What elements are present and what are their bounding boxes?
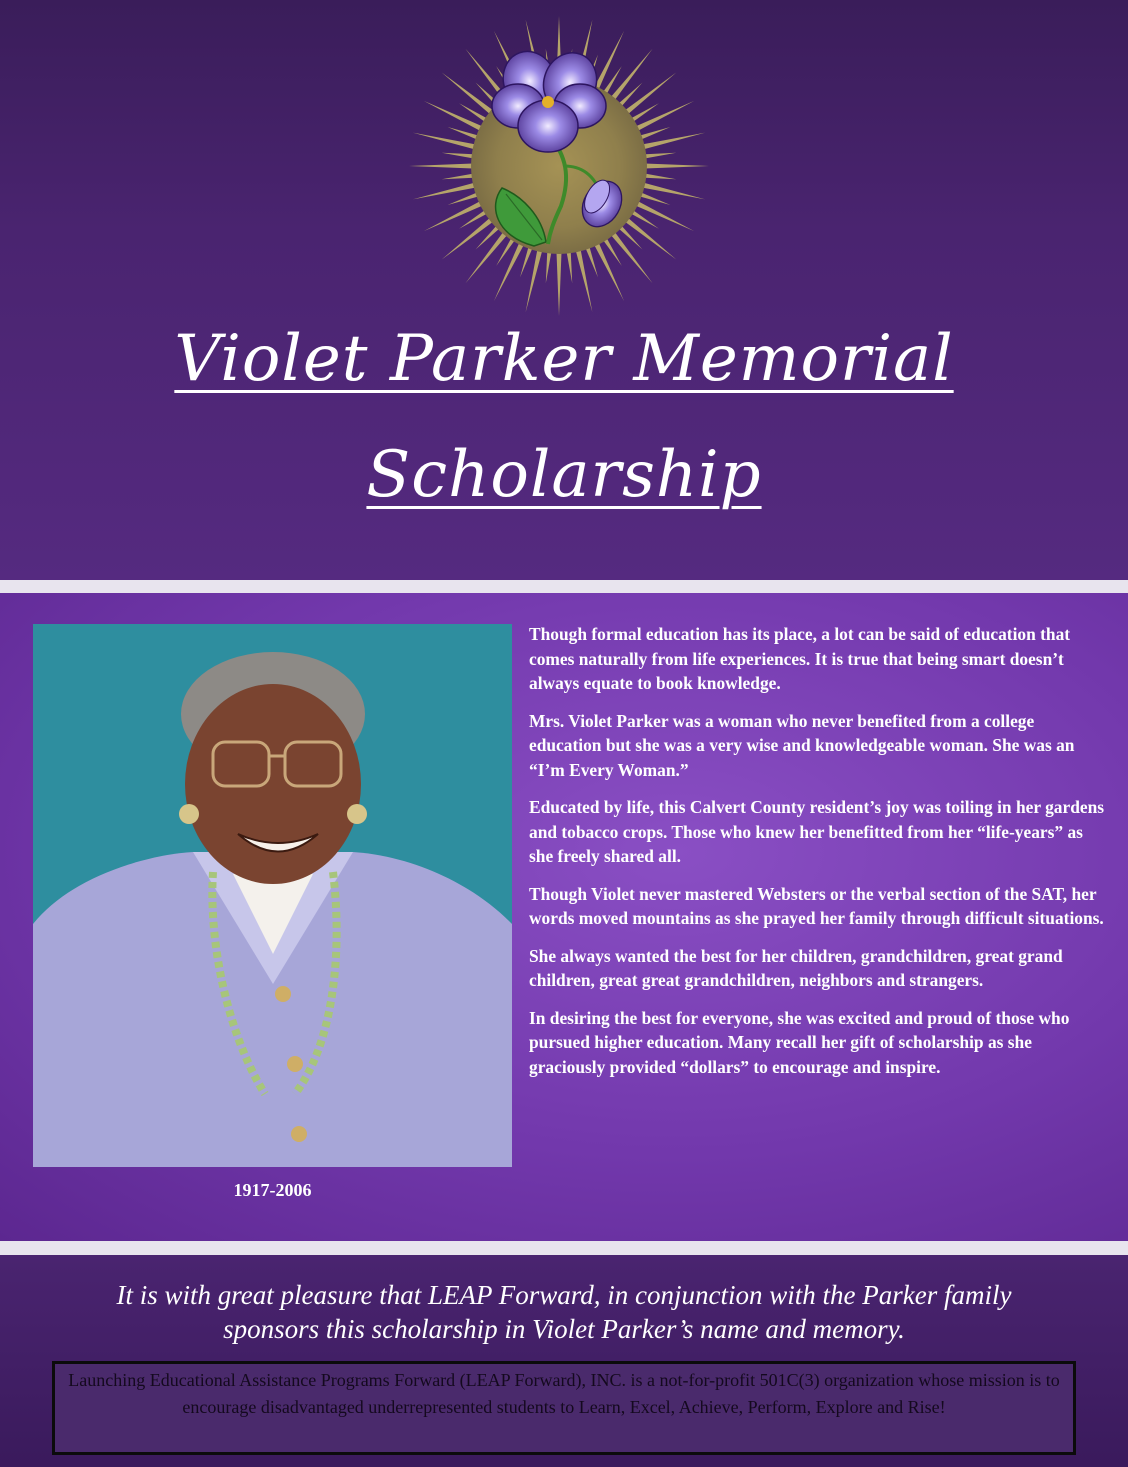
bio-paragraph: She always wanted the best for her children, grandchildren, great grand children, great great grandchildren, neighbors and strangers. [529, 945, 1063, 991]
portrait-caption: 1917-2006 [233, 1180, 312, 1200]
portrait-photo [33, 624, 512, 1167]
header-banner [0, 0, 1128, 580]
bio-paragraph: Educated by life, this Calvert County resident’s joy was toiling in her gardens and tobacco crops. Those who knew her benefitted from her “life-years” as she freely shared all. [529, 797, 1105, 867]
bio-paragraph: Though formal education has its place, a lot can be said of education that comes naturally from life experiences. It is true that being smart doesn’t always equate to book knowledge. [529, 624, 1071, 694]
sponsor-statement [0, 1278, 1128, 1346]
bio-paragraph: Though Violet never mastered Websters or the verbal section of the SAT, her words moved mountains as she prayed her family through difficult situations. [529, 883, 1104, 929]
divider-bottom [0, 1241, 1128, 1255]
mission-statement: Launching Educational Assistance Programs Forward (LEAP Forward), INC. is a not-for-profit 501C(3) organization whose mission is to encourage disadvantaged underrepresented students to Learn, Excel, Achieve, Perform, Explore and Rise! [68, 1370, 1060, 1417]
sponsor-line-2: sponsors this scholarship in Violet Parker’s name and memory. [223, 1314, 905, 1344]
bio-text [529, 622, 1111, 1092]
violet-flower-sunburst-icon [366, 6, 752, 326]
bio-paragraph: Mrs. Violet Parker was a woman who never benefited from a college education but she was a very wise and knowledgeable woman. She was an “I’m Every Woman.” [529, 710, 1075, 780]
page-title-line-1: Violet Parker Memorial [174, 322, 954, 396]
sponsor-line-1: It is with great pleasure that LEAP Forward, in conjunction with the Parker family [116, 1280, 1012, 1310]
divider-top [0, 580, 1128, 593]
page-title-line-2: Scholarship [366, 438, 762, 512]
bio-paragraph: In desiring the best for everyone, she was excited and proud of those who pursued higher education. Many recall her gift of scholarship as she graciously provided “dollars” to encourage and inspire. [529, 1007, 1070, 1077]
